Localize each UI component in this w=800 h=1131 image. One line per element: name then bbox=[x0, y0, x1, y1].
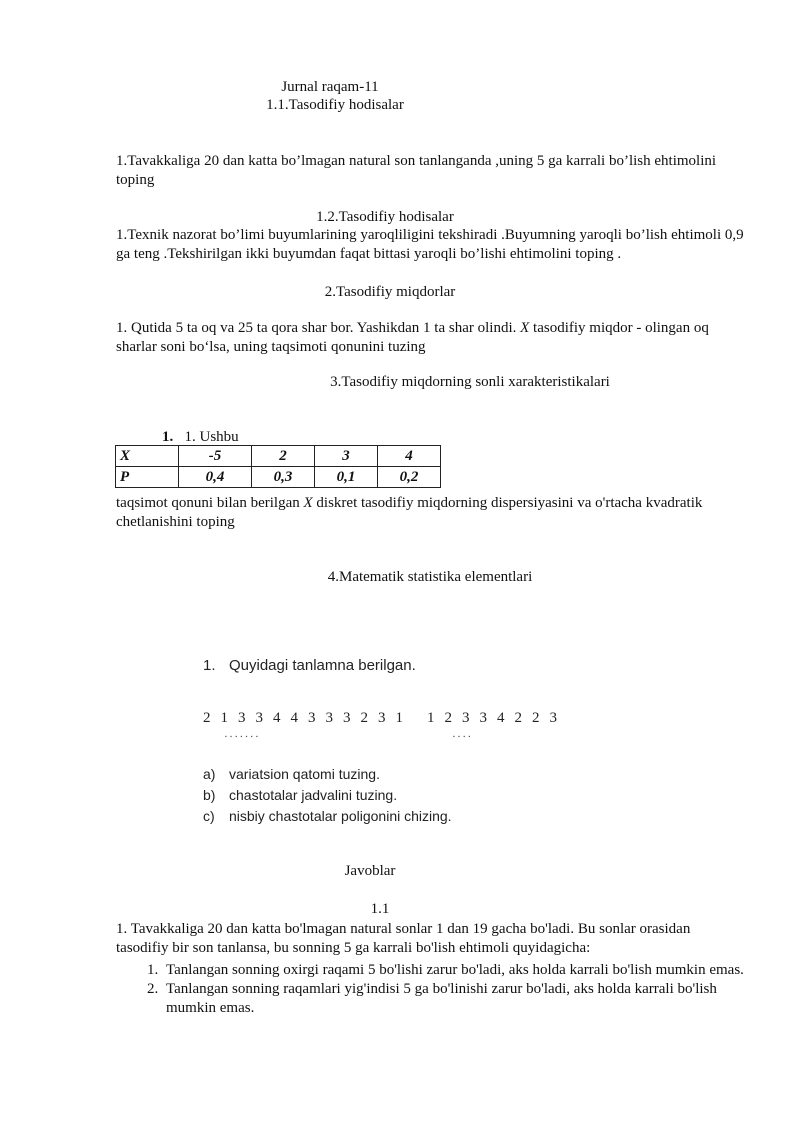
table-cell: X bbox=[116, 446, 179, 467]
sequence-value: 3 bbox=[325, 710, 333, 726]
sequence-value: 2 bbox=[444, 710, 452, 726]
question-3-lead-text: 1. Ushbu bbox=[184, 429, 239, 445]
question-2 bbox=[116, 319, 746, 357]
question-2-text-b: tasodifiy miqdor - olingan oq sharlar soni bo‘lsa, uning taqsimoti qonunini tuzing bbox=[116, 320, 709, 355]
question-1-1: 1.Tavakkaliga 20 dan katta bo’lmagan natural son tanlanganda ,uning 5 ga karrali bo’lish ehtimolini toping bbox=[116, 153, 717, 188]
image-problem-title: Quyidagi tanlamna berilgan. bbox=[229, 657, 416, 674]
question-1-2: 1.Texnik nazorat bo’limi buyumlarining yaroqliligini tekshiradi .Buyumning yaroqli bo’lish ehtimoli 0,9 ga teng .Tekshirilgan ikki buyumdan faqat bittasi yaroqli bo’lishi ehtimolini toping . bbox=[116, 227, 744, 262]
task-item bbox=[203, 764, 452, 785]
image-problem-number: 1. bbox=[203, 657, 216, 674]
section-heading-4: 4.Matematik statistika elementlari bbox=[327, 569, 533, 585]
answer-list bbox=[116, 961, 746, 1018]
section-heading-3: 3.Tasodifiy miqdorning sonli xarakteristikalari bbox=[330, 374, 610, 390]
section-heading-1-2: 1.2.Tasodifiy hodisalar bbox=[316, 209, 454, 225]
task-text: nisbiy chastotalar poligonini chizing. bbox=[229, 808, 452, 824]
table-cell: 0,3 bbox=[252, 467, 315, 488]
sequence-value: 1 bbox=[427, 710, 435, 726]
task-label: c) bbox=[203, 808, 215, 824]
sequence-marks-a: ▪ ▪ ▪ ▪ ▪ ▪ ▪ bbox=[225, 734, 259, 740]
sequence-value: 4 bbox=[290, 710, 298, 726]
table-cell: 0,2 bbox=[378, 467, 441, 488]
task-label: a) bbox=[203, 766, 216, 782]
sequence-value: 3 bbox=[549, 710, 557, 726]
section-heading-2: 2.Tasodifiy miqdorlar bbox=[324, 284, 456, 300]
question-3-text-a: taqsimot qonuni bilan berilgan bbox=[116, 495, 304, 511]
sequence-value: 3 bbox=[378, 710, 386, 726]
sample-sequence bbox=[203, 708, 567, 728]
list-item: 2. Tanlangan sonning raqamlari yig'indisi 5 ga bo'linishi zarur bo'ladi, aks holda karrali bo'lish mumkin emas. bbox=[162, 980, 746, 1018]
list-item: 1. Tanlangan sonning oxirgi raqami 5 bo'lishi zarur bo'ladi, aks holda karrali bo'lish mumkin emas. bbox=[162, 961, 746, 980]
table-cell: 0,1 bbox=[315, 467, 378, 488]
question-3-number: 1. bbox=[162, 429, 174, 445]
page-title: Jurnal raqam-11 bbox=[281, 79, 379, 95]
table-cell: P bbox=[116, 467, 179, 488]
section-heading-1-1: 1.1.Tasodifiy hodisalar bbox=[266, 97, 404, 113]
answer-list-container bbox=[116, 961, 746, 1018]
sequence-value: 2 bbox=[203, 710, 211, 726]
table-row bbox=[116, 467, 441, 488]
sample-problem-image bbox=[203, 656, 623, 826]
task-label: b) bbox=[203, 787, 216, 803]
sequence-value: 1 bbox=[395, 710, 403, 726]
sequence-value: 4 bbox=[273, 710, 281, 726]
sequence-value: 3 bbox=[308, 710, 316, 726]
sequence-value: 3 bbox=[479, 710, 487, 726]
task-item bbox=[203, 785, 452, 806]
table-cell: 4 bbox=[378, 446, 441, 467]
answer-intro: 1. Tavakkaliga 20 dan katta bo'lmagan natural sonlar 1 dan 19 gacha bo'ladi. Bu sonlar orasidan tasodifiy bir son tanlansa, bu sonning 5 ga karrali bo'lish ehtimoli quyidagicha: bbox=[116, 921, 691, 956]
table-row bbox=[116, 446, 441, 467]
sequence-value: 2 bbox=[514, 710, 522, 726]
table-cell: 0,4 bbox=[179, 467, 252, 488]
sequence-value: 3 bbox=[343, 710, 351, 726]
task-text: chastotalar jadvalini tuzing. bbox=[229, 787, 398, 803]
table-cell: 2 bbox=[252, 446, 315, 467]
task-item bbox=[203, 806, 452, 827]
question-2-variable: X bbox=[520, 320, 530, 336]
answers-heading: Javoblar bbox=[344, 863, 396, 879]
question-3-variable: X bbox=[303, 495, 313, 511]
sequence-value: 2 bbox=[532, 710, 540, 726]
question-3-text-b: diskret tasodifiy miqdorning dispersiyasini va o'rtacha kvadratik chetlanishini toping bbox=[116, 495, 703, 530]
sequence-value: 2 bbox=[360, 710, 368, 726]
table-cell: -5 bbox=[179, 446, 252, 467]
sequence-value: 3 bbox=[255, 710, 263, 726]
sequence-value: 4 bbox=[497, 710, 505, 726]
sequence-value: 1 bbox=[220, 710, 228, 726]
table-cell: 3 bbox=[315, 446, 378, 467]
distribution-table bbox=[115, 445, 441, 488]
question-2-text-a: 1. Qutida 5 ta oq va 25 ta qora shar bor. Yashikdan 1 ta shar olindi. bbox=[116, 320, 521, 336]
sequence-value: 3 bbox=[238, 710, 246, 726]
sequence-value: 3 bbox=[462, 710, 470, 726]
task-list bbox=[203, 764, 452, 827]
sequence-marks-b: ▪ ▪ ▪ ▪ bbox=[453, 734, 472, 740]
question-3 bbox=[116, 494, 746, 532]
answers-subheading: 1.1 bbox=[370, 901, 390, 917]
task-text: variatsion qatomi tuzing. bbox=[229, 766, 380, 782]
